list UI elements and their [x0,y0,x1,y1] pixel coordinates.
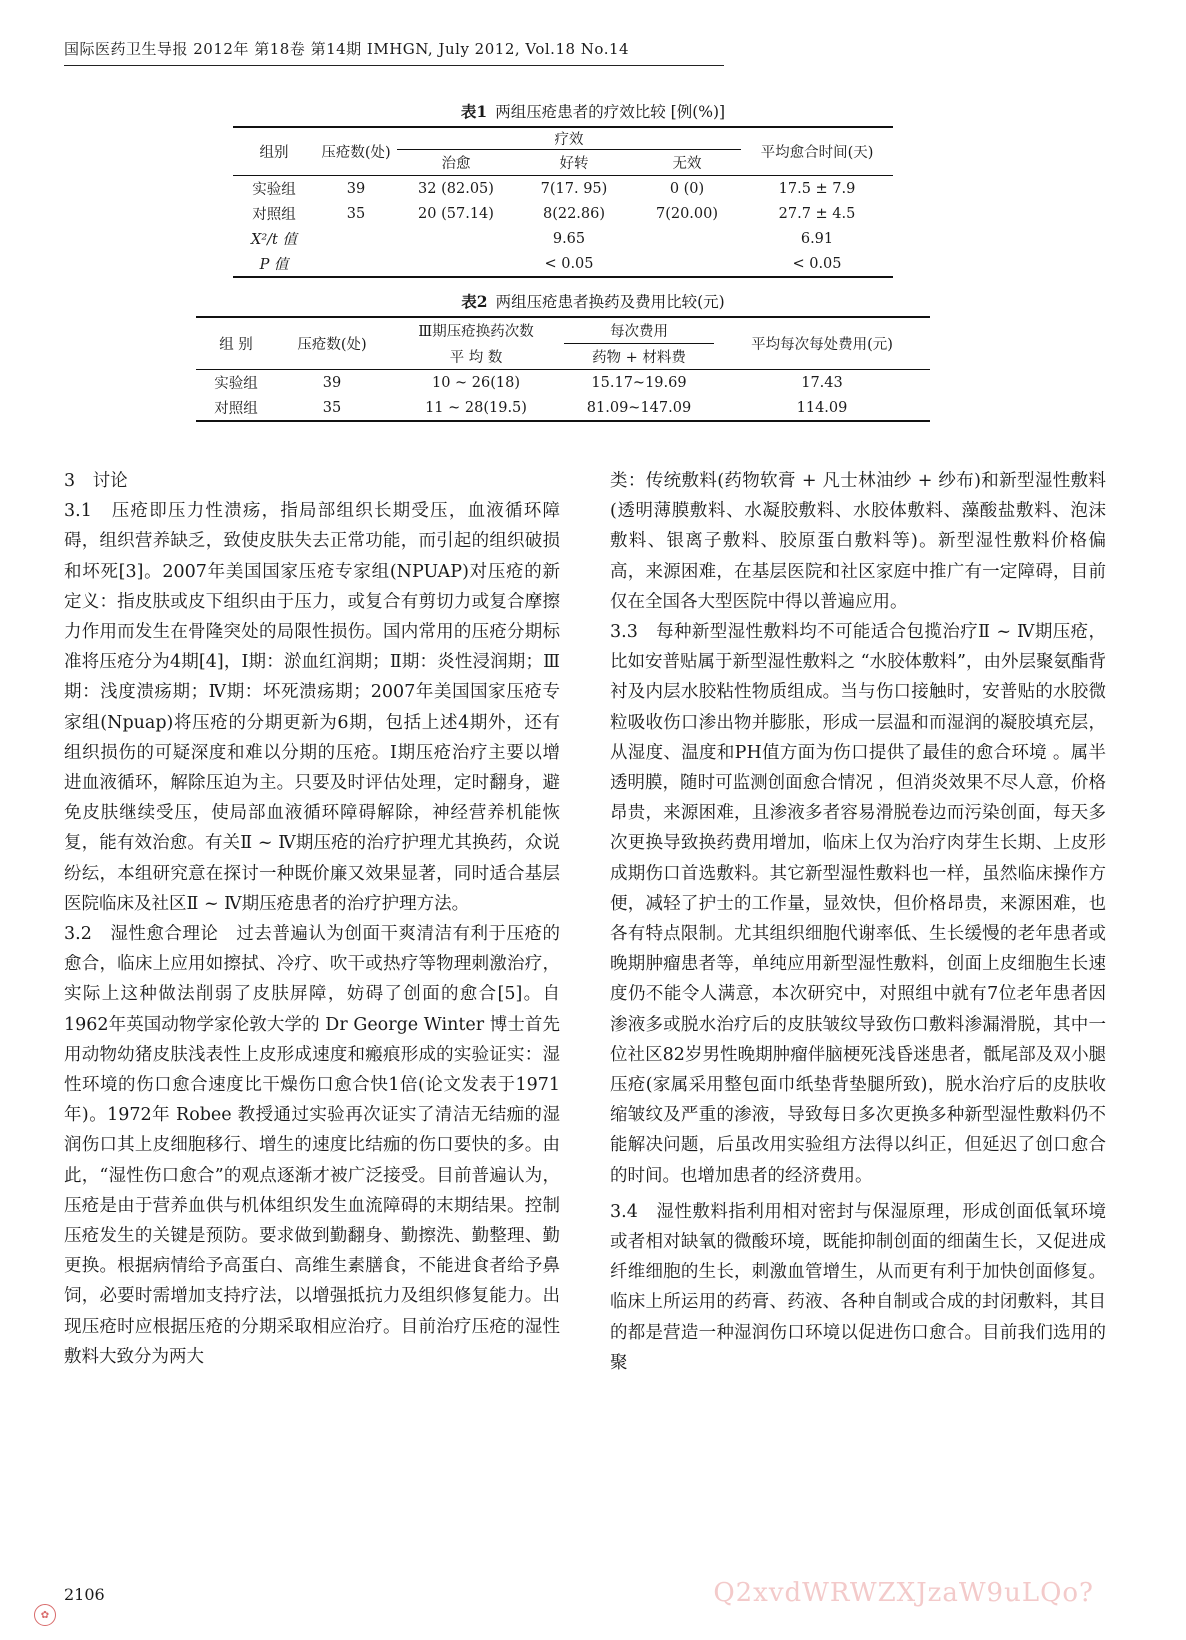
table-2-grid [196,316,930,422]
table-row: 实验组 39 32 (82.05) 7(17. 95) 0 (0) 17.5 ± 7.9 [233,176,893,202]
section-heading: 3 讨论 [64,471,128,491]
table-2-caption [0,290,1186,312]
paragraph-3-3: 3.3 每种新型湿性敷料均不可能适合包揽治疗Ⅱ ~ Ⅳ期压疮，比如安普贴属于新型湿性敷料之 “水胶体敷料”，由外层聚氨酯背衬及内层水胶粘性物质组成。当与伤口接触时，安普贴的水胶微粒吸收伤口渗出物并膨胀，形成一层温和而湿润的凝胶填充层，从湿度、温度和PH值方面为伤口提供了最佳的愈合环境 。属半透明膜，随时可监测创面愈合情况 ，但消炎效果不尽人意，价格昂贵，来源困难，且渗液多者容易滑脱卷边而污染创面，每天多次更换导致换药费用增加，临床上仅为治疗肉芽生长期、上皮形成期伤口首选敷料。其它新型湿性敷料也一样，虽然临床操作方便，减轻了护士的工作量，显效快，但价格昂贵，来源困难，也各有特点限制。尤其组织细胞代谢率低、生长缓慢的老年患者或晚期肿瘤患者等，单纯应用新型湿性敷料，创面上皮细胞生长速度仍不能令人满意，本次研究中，对照组中就有7位老年患者因渗液多或脱水治疗后的皮肤皱纹导致伤口敷料渗漏滑脱，其中一位社区82岁男性晚期肿瘤伴脑梗死浅昏迷患者，骶尾部及双小腿压疮(家属采用整包面巾纸垫背垫腿所致)，脱水治疗后的皮肤收缩皱纹及严重的渗液，导致每日多次更换多种新型湿性敷料仍不能解决问题，后虽改用实验组方法得以纠正，但延迟了创口愈合的时间。也增加患者的经济费用。 [610,622,1106,1186]
table-row: X²/t 值 9.65 6.91 [251,230,834,248]
t1-h-ineffective: 无效 [672,156,702,172]
t2-h-count: 压疮数(处) [297,337,367,353]
running-head: 国际医药卫生导报 2012年 第18卷 第14期 IMHGN, July 2012, Vol.18 No.14 [64,38,724,66]
paragraph-3-4: 3.4 湿性敷料指利用相对密封与保湿原理，形成创面低氧环境或者相对缺氧的微酸环境，既能抑制创面的细菌生长，又促进成纤维细胞的生长，刺激血管增生，从而更有利于加快创面修复。临床上所运用的药膏、药液、各种自制或合成的封闭敷料，其目的都是营造一种湿润伤口环境以促进伤口愈合。目前我们选用的聚 [610,1201,1106,1373]
table-row: 对照组 35 20 (57.14) 8(22.86) 7(20.00) 27.7 ± 4.5 [252,205,856,223]
t1-h-improved: 好转 [559,156,589,172]
table-1-grid [233,126,893,278]
right-column [610,466,1106,1378]
t2-h-cost-bottom: 药物 + 材料费 [592,350,686,366]
left-column [64,466,560,1372]
t1-h-count: 压疮数(处) [321,145,391,161]
t1-h-cured: 治愈 [441,156,471,172]
table-1-title: 两组压疮患者的疗效比较 [例(%)] [495,103,726,121]
body-columns [64,466,1124,1556]
t1-h-efficacy: 疗效 [397,127,741,150]
seal-icon: ✿ [34,1604,56,1626]
table-2-label: 表2 [461,292,488,311]
t1-h-group: 组别 [259,145,289,161]
table-1 [0,100,1186,278]
t2-h-dressing-bottom: 平 均 数 [449,349,503,366]
table-row: 对照组 35 11 ~ 28(19.5) 81.09~147.09 114.09 [196,395,930,421]
page-number: 2106 [64,1585,105,1604]
table-2 [0,290,1186,422]
t2-h-cost-top: 每次费用 [564,317,714,344]
paragraph-3-1: 3.1 压疮即压力性溃疡，指局部组织长期受压，血液循环障碍，组织营养缺乏，致使皮肤失去正常功能，而引起的组织破损和坏死[3]。2007年美国国家压疮专家组(NPUAP)对压疮的新定义：指皮肤或皮下组织由于压力，或复合有剪切力或复合摩擦力作用而发生在骨隆突处的局限性损伤。国内常用的压疮分期标准将压疮分为4期[4]，Ⅰ期：淤血红润期；Ⅱ期：炎性浸润期；Ⅲ期：浅度溃疡期；Ⅳ期：坏死溃疡期；2007年美国国家压疮专家组(Npuap)将压疮的分期更新为6期，包括上述4期外，还有组织损伤的可疑深度和难以分期的压疮。Ⅰ期压疮治疗主要以增进血液循环，解除压迫为主。只要及时评估处理，定时翻身，避免皮肤继续受压，使局部血液循环障碍解除，神经营养机能恢复，能有效治愈。有关Ⅱ ~ Ⅳ期压疮的治疗护理尤其换药，众说纷纭，本组研究意在探讨一种既价廉又效果显著，同时适合基层医院临床及社区Ⅱ ~ Ⅳ期压疮患者的治疗护理方法。 [64,501,560,914]
paragraph-continued: 类：传统敷料(药物软膏 + 凡士林油纱 + 纱布)和新型湿性敷料(透明薄膜敷料、水凝胶敷料、水胶体敷料、藻酸盐敷料、泡沫敷料、银离子敷料、胶原蛋白敷料等)。新型湿性敷料价格偏高，来源困难，在基层医院和社区家庭中推广有一定障碍，目前仅在全国各大型医院中得以普遍应用。 [610,471,1106,612]
t1-h-heal-time: 平均愈合时间(天) [760,145,874,161]
t2-h-avg-cost: 平均每次每处费用(元) [751,337,893,353]
paragraph-3-2: 3.2 湿性愈合理论 过去普遍认为创面干爽清洁有利于压疮的愈合，临床上应用如擦拭、冷疗、吹干或热疗等物理刺激治疗，实际上这种做法削弱了皮肤屏障，妨碍了创面的愈合[5]。自1962年英国动物学家伦敦大学的 Dr George Winter 博士首先用动物幼猪皮肤浅表性上皮形成速度和瘢痕形成的实验证实：湿性环境的伤口愈合速度比干燥伤口愈合快1倍(论文发表于1971年)。1972年 Robee 教授通过实验再次证实了清洁无结痂的湿润伤口其上皮细胞移行、增生的速度比结痂的伤口要快的多。由此，“湿性伤口愈合”的观点逐渐才被广泛接受。目前普遍认为，压疮是由于营养血供与机体组织发生血流障碍的末期结果。控制压疮发生的关键是预防。要求做到勤翻身、勤擦洗、勤整理、勤更换。根据病情给予高蛋白、高维生素膳食，不能进食者给予鼻饲，必要时需增加支持疗法，以增强抵抗力及组织修复能力。出现压疮时应根据压疮的分期采取相应治疗。目前治疗压疮的湿性敷料大致分为两大 [64,924,560,1367]
t2-h-group: 组 别 [219,337,253,353]
footer-logo [34,1604,56,1626]
table-1-label: 表1 [460,102,488,121]
t2-h-dressing-top: Ⅲ期压疮换药次数 [418,324,534,341]
table-1-caption [0,100,1186,122]
table-row: 实验组 39 10 ~ 26(18) 15.17~19.69 17.43 [196,370,930,396]
table-row: P 值 < 0.05 < 0.05 [233,251,893,277]
table-2-title: 两组压疮患者换药及费用比较(元) [495,293,725,311]
watermark: Q2xvdWRWZXJzaW9uLQo? [713,1578,1094,1608]
